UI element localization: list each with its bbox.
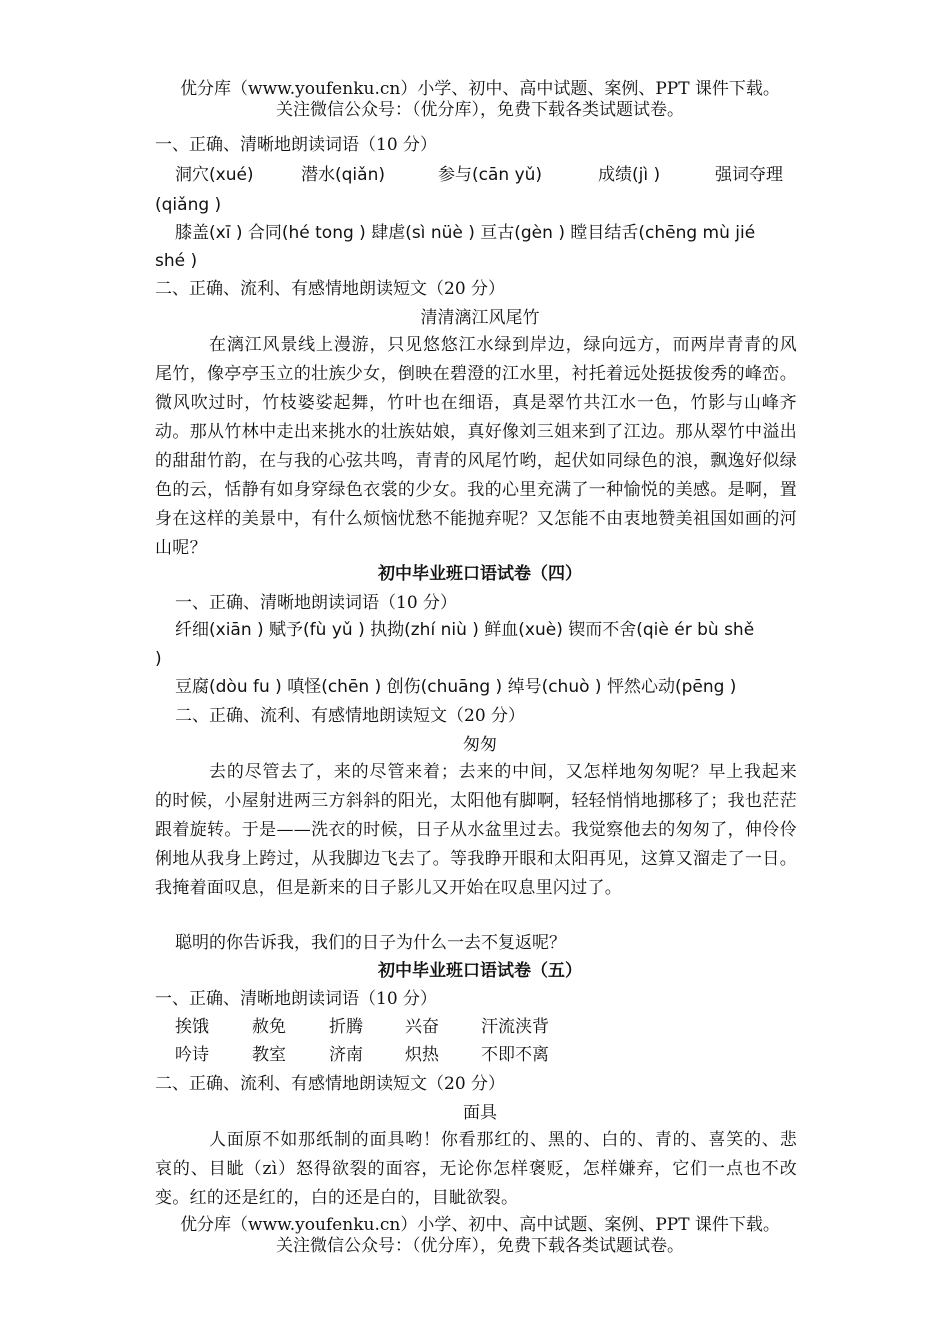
exam4-passage-title: 匆匆 <box>463 735 497 755</box>
word: 兴奋 <box>405 1017 439 1037</box>
word: 教室 <box>252 1045 286 1065</box>
exam3-passage-title: 清清漓江风尾竹 <box>420 308 540 328</box>
exam5-section1-title: 一、正确、清晰地朗读词语（10 分） <box>155 989 438 1009</box>
exam5-title: 初中毕业班口语试卷（五） <box>378 961 582 981</box>
footer-line-2: 关注微信公众号：（优分库），免费下载各类试题试卷。 <box>276 1236 684 1256</box>
word: 汗流浃背 <box>481 1017 549 1037</box>
exam4-words-row1-cont: ) <box>155 649 162 669</box>
word: 挨饿 <box>175 1017 209 1037</box>
exam3-words-row2-cont: shé ) <box>155 251 198 271</box>
word: 强词夺理 <box>715 165 783 185</box>
exam4-title: 初中毕业班口语试卷（四） <box>378 564 582 584</box>
word: 济南 <box>329 1045 363 1065</box>
word: 吟诗 <box>175 1045 209 1065</box>
exam3-passage: 在漓江风景线上漫游，只见悠悠江水绿到岸边，绿向远方，而两岸青青的风尾竹，像亭亭玉立的壮族少女，倒映在碧澄的江水里，衬托着远处挺拔俊秀的峰峦。微风吹过时，竹枝婆娑起舞，竹叶也在细语，真是翠竹共江水一色，竹影与山峰齐动。那从竹林中走出来挑水的壮族姑娘，真好像刘三姐来到了江边。那从翠竹中溢出的甜甜竹韵，在与我的心弦共鸣，青青的风尾竹哟，起伏如同绿色的浪，飘逸好似绿色的云，恬静有如身穿绿色衣裳的少女。我的心里充满了一种愉悦的美感。是啊，置身在这样的美景中，有什么烦恼忧愁不能抛弃呢？又怎能不由衷地赞美祖国如画的河山呢？ <box>155 335 797 558</box>
exam5-words-row2 <box>175 1042 795 1068</box>
header-line-2: 关注微信公众号：（优分库），免费下载各类试题试卷。 <box>276 100 684 120</box>
exam3-section1-title: 一、正确、清晰地朗读词语（10 分） <box>155 135 438 155</box>
word: 赦免 <box>252 1017 286 1037</box>
exam4-words-row2: 豆腐(dòu fu ) 嗔怪(chēn ) 创伤(chuāng ) 绰号(chuò ) 怦然心动(pēng ) <box>175 677 737 697</box>
exam4-passage: 去的尽管去了，来的尽管来着；去来的中间，又怎样地匆匆呢？早上我起来的时候，小屋射进两三方斜斜的阳光，太阳他有脚啊，轻轻悄悄地挪移了；我也茫茫跟着旋转。于是——洗衣的时候，日子从水盆里过去。我觉察他去的匆匆了，伸伶伶俐地从我身上跨过，从我脚边飞去了。等我睁开眼和太阳再见，这算又溜走了一日。我掩着面叹息，但是新来的日子影儿又开始在叹息里闪过了。 <box>155 762 797 898</box>
exam5-words-row1 <box>175 1014 795 1040</box>
exam5-passage: 人面原不如那纸制的面具哟！你看那红的、黑的、白的、青的、喜笑的、悲哀的、目眦（zì）怒得欲裂的面容，无论你怎样褒贬，怎样嫌弃，它们一点也不改变。红的还是红的，白的还是白的，目眦欲裂。 <box>155 1130 797 1208</box>
word: 潜水(qiǎn) <box>301 165 385 185</box>
word: 洞穴(xué) <box>175 165 254 185</box>
exam4-words-row1: 纤细(xiān ) 赋予(fù yǔ ) 执拗(zhí niù ) 鲜血(xuè) 锲而不舍(qiè ér bù shě <box>175 620 755 640</box>
word: 炽热 <box>405 1045 439 1065</box>
exam4-question: 聪明的你告诉我，我们的日子为什么一去不复返呢？ <box>175 933 566 953</box>
exam3-section2-title: 二、正确、流利、有感情地朗读短文（20 分） <box>155 279 506 299</box>
word: 折腾 <box>329 1017 363 1037</box>
word: 成绩(jì ) <box>598 165 661 185</box>
exam3-words-row1 <box>175 162 795 188</box>
exam4-section1-title: 一、正确、清晰地朗读词语（10 分） <box>175 593 458 613</box>
word: 参与(cān yǔ) <box>438 165 543 185</box>
exam3-words-row1-cont: (qiǎng ) <box>155 195 222 215</box>
exam3-words-row2: 膝盖(xī ) 合同(hé tong ) 肆虐(sì nüè ) 亘古(gèn ) 瞠目结舌(chēng mù jié <box>175 223 756 243</box>
word: 不即不离 <box>481 1045 549 1065</box>
footer-line-1: 优分库（www.youfenku.cn）小学、初中、高中试题、案例、PPT 课件下载。 <box>180 1215 780 1235</box>
exam5-passage-title: 面具 <box>463 1103 497 1123</box>
exam5-section2-title: 二、正确、流利、有感情地朗读短文（20 分） <box>155 1074 506 1094</box>
header-line-1: 优分库（www.youfenku.cn）小学、初中、高中试题、案例、PPT 课件下载。 <box>180 79 780 99</box>
exam4-section2-title: 二、正确、流利、有感情地朗读短文（20 分） <box>175 706 526 726</box>
